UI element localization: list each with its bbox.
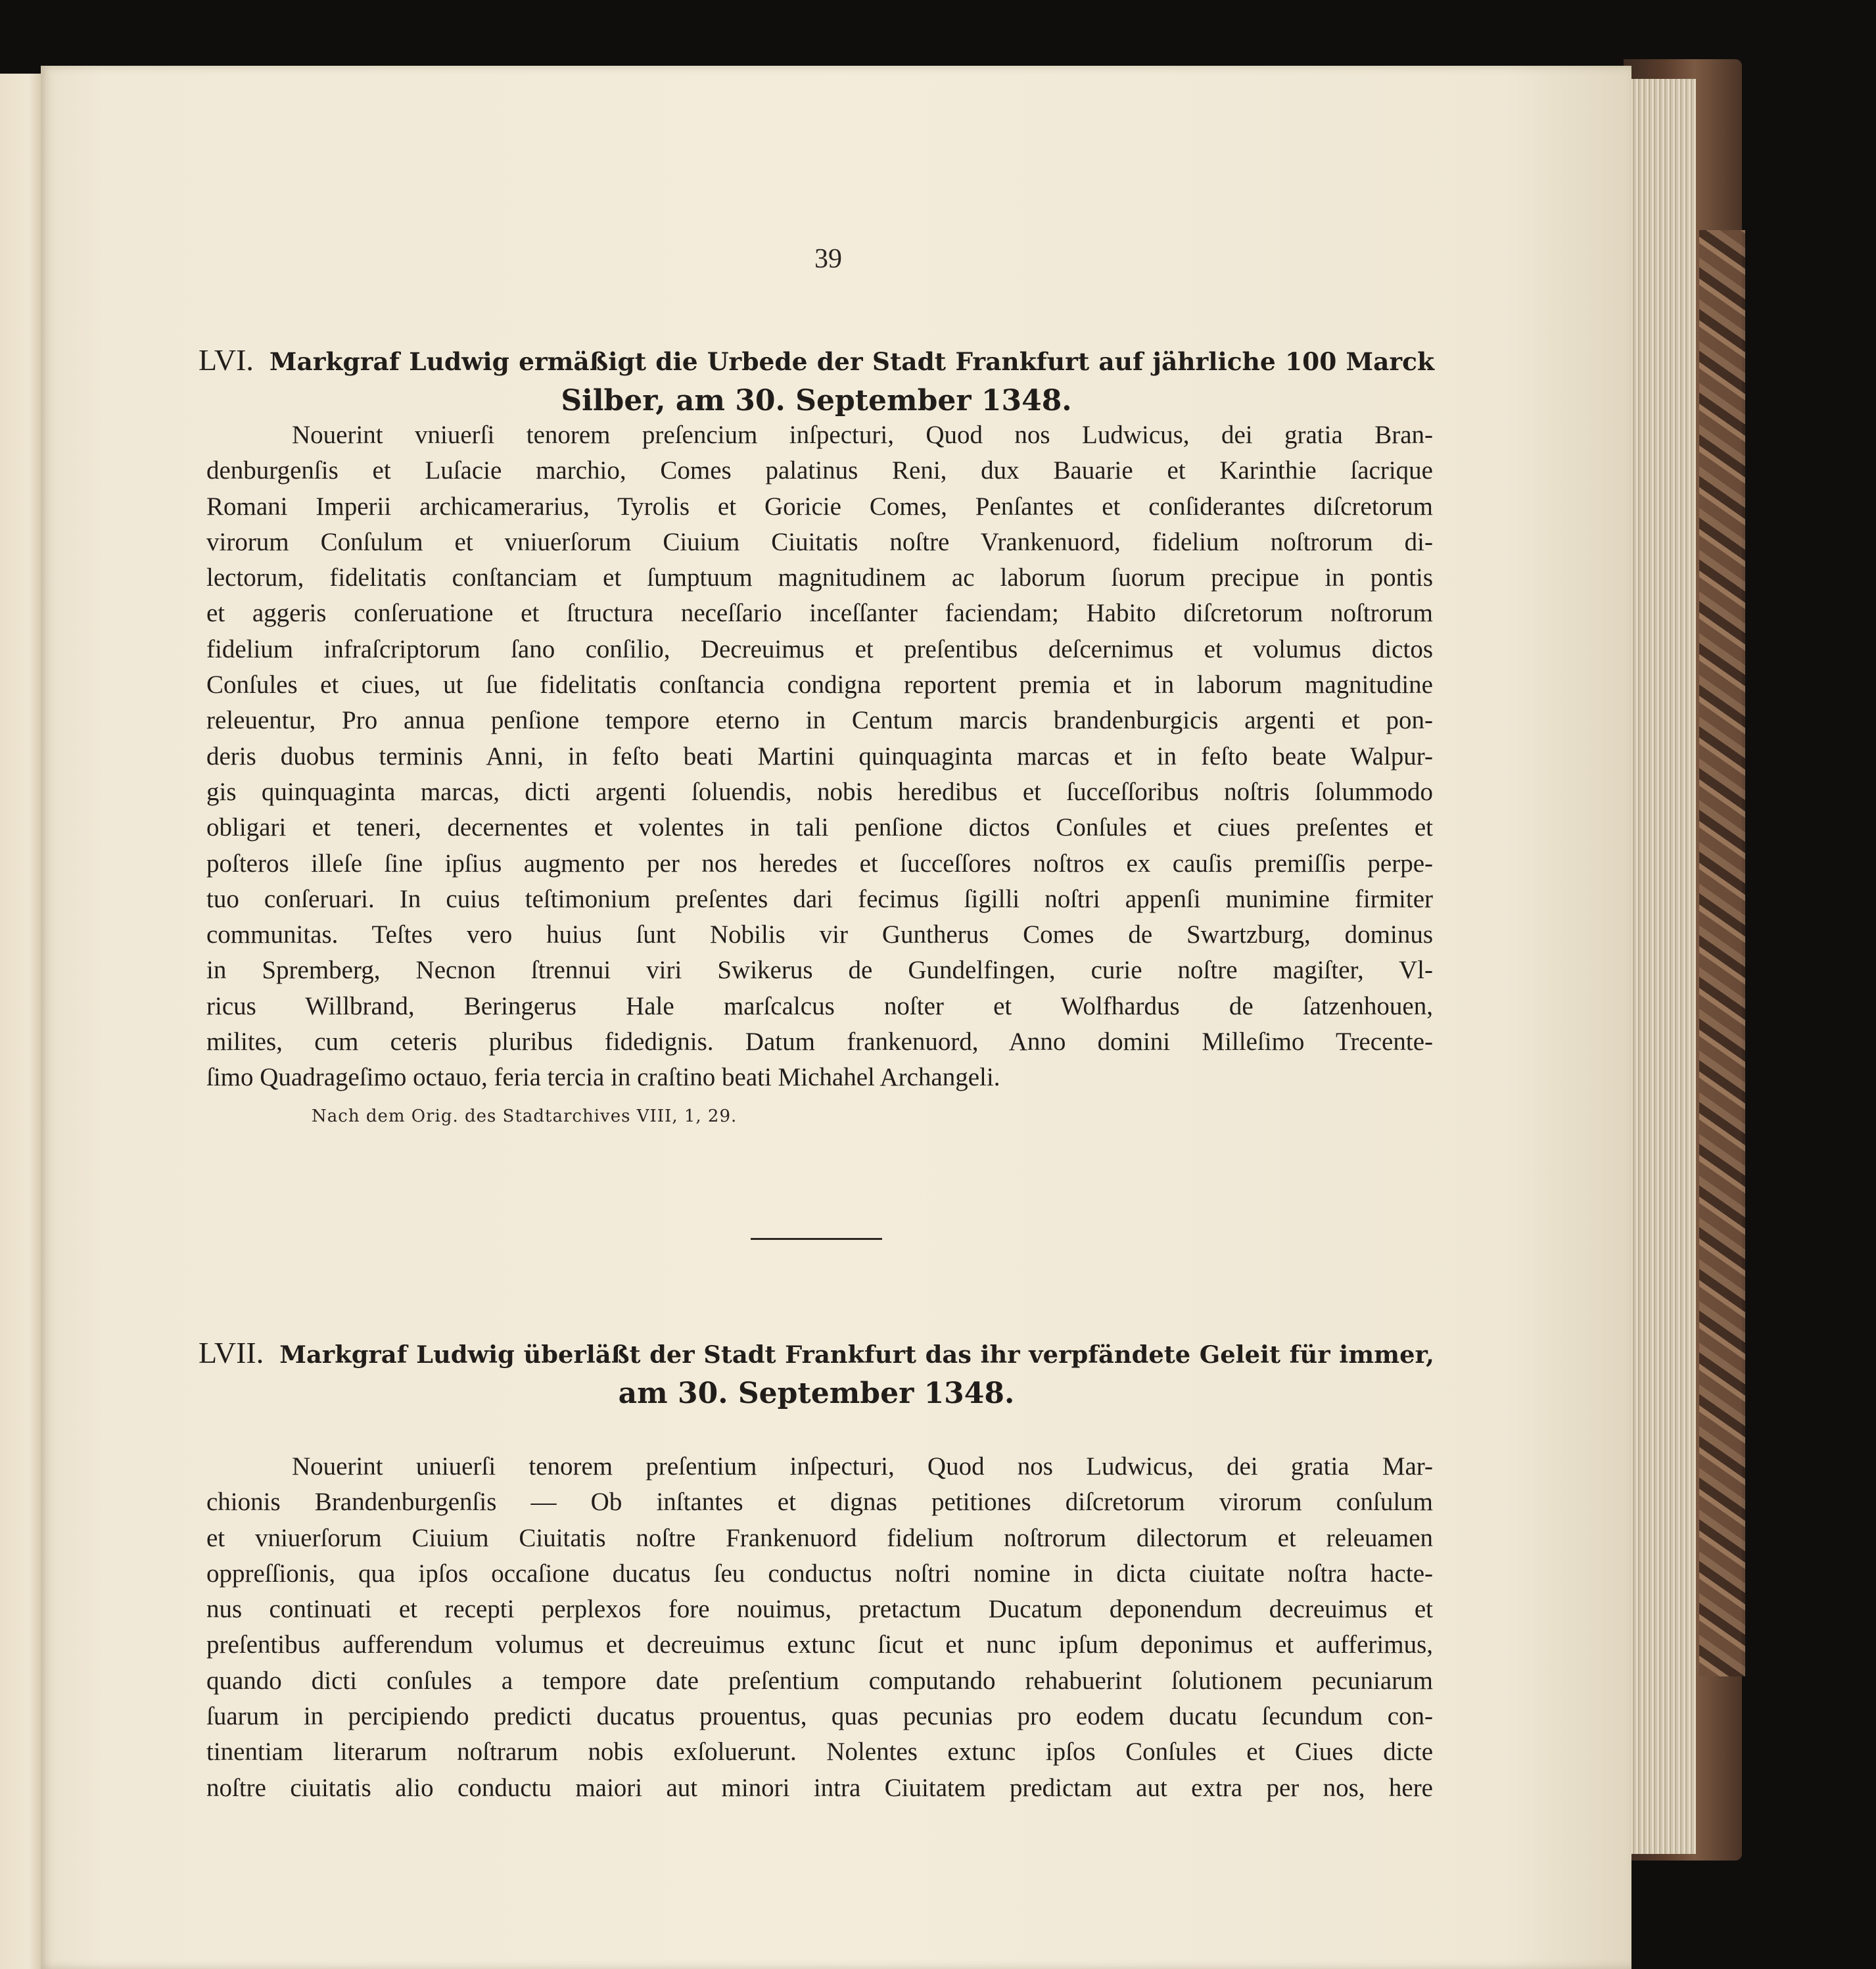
facing-page-edge <box>0 74 42 1969</box>
text-line: oppreſſionis, qua ipſos occaſione ducatus ſeu conductus noſtri nomine in dicta ciuitate noſtra hacte- <box>206 1559 1433 1588</box>
text-line: ſuarum in percipiendo predicti ducatus prouentus, quas pecunias pro eodem ducatu ſecundum con- <box>206 1702 1433 1731</box>
text-line: et vniuerſorum Ciuium Ciuitatis noſtre Frankenuord fidelium noſtrorum dilectorum et releuamen <box>206 1523 1433 1552</box>
marbled-endpaper <box>1699 230 1745 1676</box>
heading-text: Markgraf Ludwig überläßt der Stadt Frankfurt das ihr verpfändete Geleit für immer, <box>279 1340 1434 1369</box>
source-note: Nach dem Orig. des Stadtarchives VIII, 1, 29. <box>312 1106 738 1126</box>
text-line: virorum Conſulum et vniuerſorum Ciuium Ciuitatis noſtre Vrankenuord, fidelium noſtrorum di- <box>206 527 1433 556</box>
heading-line-1 <box>199 1333 1434 1374</box>
document-numeral: LVII. <box>199 1336 264 1369</box>
document-body-lvi <box>206 417 1433 1096</box>
section-divider <box>751 1238 882 1240</box>
text-line: Romani Imperii archicamerarius, Tyrolis et Goricie Comes, Penſantes et conſiderantes diſcretorum <box>206 492 1433 521</box>
text-line: ricus Willbrand, Beringerus Hale marſcalcus noſter et Wolfhardus de ſatzenhouen, <box>206 991 1433 1020</box>
text-line: milites, cum ceteris pluribus fidedignis. Datum frankenuord, Anno domini Milleſimo Trecente- <box>206 1028 1433 1056</box>
text-line: tinentiam literarum noſtrarum nobis exſoluerunt. Nolentes extunc ipſos Conſules et Ciues dicte <box>206 1738 1433 1767</box>
heading-text: Markgraf Ludwig ermäßigt die Urbede der Stadt Frankfurt auf jährliche 100 Marck <box>269 347 1434 376</box>
text-line: lectorum, fidelitatis conſtanciam et ſumptuum magnitudinem ac laborum ſuorum precipue in pontis <box>206 563 1433 592</box>
text-line: ſimo Quadrageſimo octauo, feria tercia in craſtino beati Michahel Archangeli. <box>206 1063 1000 1092</box>
text-line: tuo conſeruari. In cuius teſtimonium preſentes dari fecimus ſigilli noſtri appenſi munimine firmiter <box>206 884 1433 913</box>
document-numeral: LVI. <box>199 343 254 377</box>
heading-line-2: am 30. September 1348. <box>618 1377 1015 1410</box>
text-line: Nouerint uniuerſi tenorem preſentium inſpecturi, Quod nos Ludwicus, dei gratia Mar- <box>292 1452 1433 1481</box>
text-line: et aggeris conſeruatione et ſtructura neceſſario inceſſanter faciendam; Habito diſcretorum noſtrorum <box>206 599 1433 628</box>
text-line: in Spremberg, Necnon ſtrennui viri Swikerus de Gundelfingen, curie noſtre magiſter, Vl- <box>206 956 1433 985</box>
page-number: 39 <box>814 244 842 274</box>
document-heading-lvi <box>199 341 1434 421</box>
text-line: nus continuati et recepti perplexos fore nouimus, pretactum Ducatum deponendum decreuimus et <box>206 1595 1433 1624</box>
text-line: chionis Brandenburgenſis — Ob inſtantes et dignas petitiones diſcretorum virorum conſulum <box>206 1488 1433 1517</box>
text-line: fidelium infraſcriptorum ſano conſilio, Decreuimus et preſentibus deſcernimus et volumus dictos <box>206 634 1433 663</box>
text-line: noſtre ciuitatis alio conductu maiori aut minori intra Ciuitatem predictam aut extra per nos, here <box>206 1773 1433 1802</box>
text-line: Nouerint vniuerſi tenorem preſencium inſpecturi, Quod nos Ludwicus, dei gratia Bran- <box>292 421 1433 449</box>
page <box>41 66 1631 1969</box>
document-heading-lvii <box>199 1333 1434 1413</box>
text-line: gis quinquaginta marcas, dicti argenti ſoluendis, nobis heredibus et ſucceſſoribus noſtris ſolummodo <box>206 777 1433 806</box>
text-line: obligari et teneri, decernentes et volentes in tali penſione dictos Conſules et ciues preſentes et <box>206 813 1433 842</box>
document-body-lvii <box>206 1449 1433 1806</box>
text-line: deris duobus terminis Anni, in feſto beati Martini quinquaginta marcas et in feſto beate Walpur- <box>206 742 1433 771</box>
text-line: communitas. Teſtes vero huius ſunt Nobilis vir Guntherus Comes de Swartzburg, dominus <box>206 920 1433 949</box>
page-edges <box>1624 79 1696 1854</box>
text-line: quando dicti conſules a tempore date preſentium computando rehabuerint ſolutionem pecuniarum <box>206 1666 1433 1695</box>
text-line: Conſules et ciues, ut ſue fidelitatis conſtancia condigna reportent premia et in laborum magnitudine <box>206 671 1433 700</box>
text-line: denburgenſis et Luſacie marchio, Comes palatinus Reni, dux Bauarie et Karinthie ſacrique <box>206 456 1433 485</box>
heading-line-2: Silber, am 30. September 1348. <box>561 384 1072 417</box>
text-line: preſentibus aufferendum volumus et decreuimus extunc ſicut et nunc ipſum deponimus et aufferimus, <box>206 1630 1433 1659</box>
text-line: poſteros illeſe ſine ipſius augmento per nos heredes et ſucceſſores noſtros ex cauſis premiſſis perpe- <box>206 849 1433 878</box>
heading-line-1 <box>199 341 1434 381</box>
text-line: releuentur, Pro annua penſione tempore eterno in Centum marcis brandenburgicis argenti et pon- <box>206 706 1433 735</box>
